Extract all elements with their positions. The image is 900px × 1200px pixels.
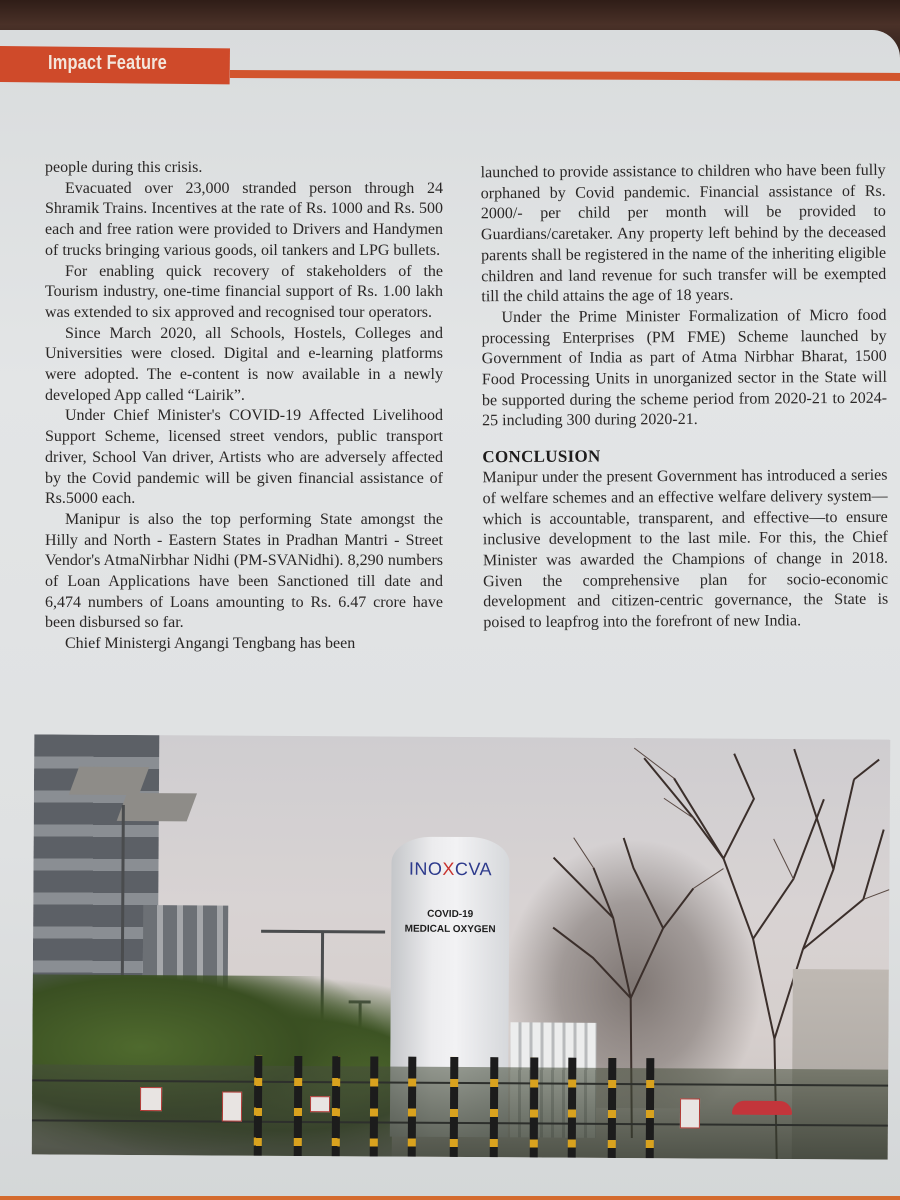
branch xyxy=(724,754,755,859)
branch xyxy=(803,829,884,949)
paragraph: launched to provide assistance to children who have been fully orphaned by Covid pandemic. Financial assistance of Rs. 2000/- per child per month will be provided to Guardians/caretaker. Any property left behind by the deceased parents shall be registered in the name of the inheriting eligible children and land revenue for such transfer will be exempted till the child attains the age of 18 years. xyxy=(480,161,887,306)
paragraph: For enabling quick recovery of stakeholders of the Tourism industry, one-time financial support of Rs. 1.00 lakh was extended to six approved and recognised tour operators. xyxy=(45,262,443,321)
paragraph: Chief Ministergi Angangi Tengbang has been xyxy=(65,635,356,653)
paragraph: Manipur is also the top performing State amongst the Hilly and North - Eastern States in Pradhan Mantri - Street Vendor's AtmaNirbhar Nidhi (PM-SVANidhi). 8,290 numbers of Loan Applications have been Sanctioned till date and 6,474 numbers of Loans amounting to Rs. 6.47 crore have been disbursed so far. xyxy=(45,510,443,632)
article-column-left xyxy=(45,158,443,655)
branch xyxy=(553,928,631,998)
twig xyxy=(573,838,593,868)
twig xyxy=(693,868,723,888)
hazard-post xyxy=(530,1057,539,1157)
conclusion-paragraph: Manipur under the present Government has introduced a series of welfare schemes and an effective welfare delivery system—which is accountable, transparent, and effective—to ensure inclusive development to the last mile. For this, the Chief Minister was awarded the Champions of change in 2018. Given the comprehensive plan for socio-economic development and citizen-centric governance, the State is poised to leapfrog into the forefront of new India. xyxy=(482,466,889,632)
warning-sign xyxy=(222,1092,242,1122)
hazard-post xyxy=(254,1056,263,1156)
paragraph: people during this crisis. xyxy=(45,159,203,176)
hazard-post xyxy=(370,1056,379,1156)
hazard-post xyxy=(568,1058,577,1158)
hazard-post xyxy=(408,1057,417,1157)
photo-red-umbrella xyxy=(732,1101,792,1115)
branch xyxy=(644,758,725,858)
paragraph: Under the Prime Minister Formalization of Micro food processing Enterprises (PM FME) Scheme launched by Government of India as part of Atma Nirbhar Bharat, 1500 Food Processing Units in unorganized sector in the State will be supported during the scheme period from 2020-21 to 2024-25 including 300 during 2020-21. xyxy=(481,306,888,430)
hazard-post xyxy=(490,1057,499,1157)
branch xyxy=(854,759,879,779)
hazard-post xyxy=(608,1058,617,1158)
branch xyxy=(553,858,613,918)
warning-sign xyxy=(140,1087,162,1111)
twig xyxy=(863,889,889,899)
paragraph: Since March 2020, all Schools, Hostels, Colleges and Universities were closed. Digital and e-learning platforms were adopted. The e-content is now available in a newly developed App called “Lairik”. xyxy=(45,324,443,404)
paragraph: Evacuated over 23,000 stranded person through 24 Shramik Trains. Incentives at the rate of Rs. 1000 and Rs. 500 each and free ration were provided to Drivers and Handymen of trucks bringing various goods, oil tankers and LPG bullets. xyxy=(45,179,443,259)
twig xyxy=(634,748,674,778)
twig xyxy=(773,839,793,879)
warning-sign xyxy=(310,1096,330,1112)
conclusion-heading: CONCLUSION xyxy=(482,446,601,467)
section-header-rule xyxy=(230,70,900,81)
article-column-right xyxy=(481,161,889,634)
branch xyxy=(623,838,664,928)
page-bottom-edge xyxy=(0,1196,900,1200)
warning-sign xyxy=(680,1098,700,1128)
hazard-post xyxy=(294,1056,303,1156)
hazard-post xyxy=(450,1057,459,1157)
hazard-post xyxy=(646,1058,655,1158)
branch xyxy=(793,749,834,869)
paragraph: Under Chief Minister's COVID-19 Affected Livelihood Support Scheme, licensed street vendors, public transport driver, School Van driver, Artists who are adversely affected by the Covid pandemic will be given financial assistance of Rs.5000 each. xyxy=(45,407,443,508)
branch xyxy=(631,888,694,998)
tank-label-line2: MEDICAL OXYGEN xyxy=(404,923,496,936)
oxygen-plant-photo xyxy=(32,734,891,1159)
hazard-post xyxy=(332,1056,341,1156)
tank-brand-logo: INOXCVA xyxy=(408,858,493,880)
section-label: Impact Feature xyxy=(48,52,167,74)
tank-label-line1: COVID-19 xyxy=(427,908,474,921)
